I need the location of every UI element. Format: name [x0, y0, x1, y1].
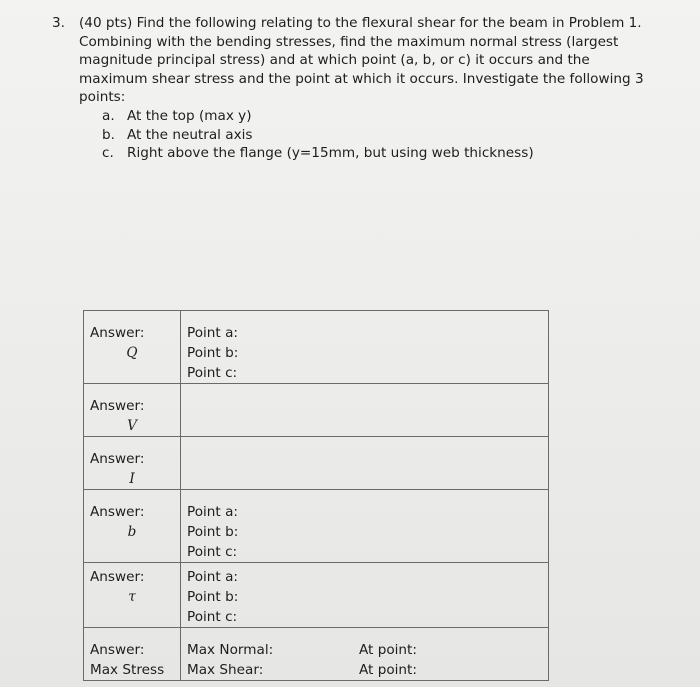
answer-label: Answer: [90, 504, 145, 520]
answer-symbol: Q [126, 345, 138, 361]
answer-table [83, 310, 549, 681]
point-label: Point c: [187, 544, 238, 560]
answer-symbol: τ [128, 589, 136, 605]
question-number: 3. [52, 15, 65, 31]
answer-label-cell [84, 490, 181, 563]
sub-item-label: c. [102, 145, 114, 162]
sub-item-a [102, 107, 662, 126]
answer-label-cell [84, 563, 181, 628]
answer-label-cell [84, 384, 181, 437]
answer-input-cell[interactable] [181, 563, 549, 628]
answer-input-cell[interactable] [181, 628, 549, 681]
at-point-label: At point: [359, 662, 417, 678]
answer-row-max-stress [84, 628, 549, 681]
sub-item-label: b. [102, 126, 115, 143]
max-shear-label: Max Shear: [187, 662, 264, 678]
answer-label-cell [84, 628, 181, 681]
answer-input-cell[interactable] [181, 437, 549, 490]
point-label: Point b: [187, 345, 239, 361]
at-point-label: At point: [359, 642, 417, 658]
answer-label-cell [84, 437, 181, 490]
point-label: Point a: [187, 569, 238, 585]
sub-item-text: Right above the flange (y=15mm, but using web thickness) [127, 145, 534, 162]
answer-label: Answer: [90, 398, 145, 414]
point-label: Point c: [187, 609, 238, 625]
answer-row-b [84, 490, 549, 563]
answer-input-cell[interactable] [181, 490, 549, 563]
answer-symbol: b [127, 524, 137, 540]
answer-input-cell[interactable] [181, 311, 549, 384]
answer-label: Answer: [90, 325, 145, 341]
sub-item-text: At the top (max y) [127, 107, 252, 124]
point-label: Point b: [187, 524, 239, 540]
question-text: (40 pts) Find the following relating to the flexural shear for the beam in Problem 1. Combining with the bending stresses, find the maximum normal stress (largest magnitude principal stress) and at which point (a, b, or c) it occurs and the maximum shear stress and the point at which it occurs. Investigate the following 3 points: [79, 15, 644, 106]
point-label: Point c: [187, 365, 238, 381]
answer-row-q [84, 311, 549, 384]
sub-item-b [102, 126, 662, 145]
sub-item-c [102, 144, 662, 163]
answer-row-tau [84, 563, 549, 628]
answer-symbol: Max Stress [90, 662, 165, 678]
answer-row-v [84, 384, 549, 437]
question-block [52, 14, 662, 163]
answer-label: Answer: [90, 569, 145, 585]
answer-label-cell [84, 311, 181, 384]
answer-input-cell[interactable] [181, 384, 549, 437]
point-label: Point a: [187, 504, 238, 520]
answer-label: Answer: [90, 642, 145, 658]
answer-symbol: I [129, 471, 135, 487]
answer-symbol: V [127, 418, 137, 434]
sub-item-label: a. [102, 107, 115, 124]
sub-item-text: At the neutral axis [127, 126, 253, 143]
max-normal-label: Max Normal: [187, 642, 274, 658]
answer-label: Answer: [90, 451, 145, 467]
sub-items [102, 107, 662, 163]
point-label: Point a: [187, 325, 238, 341]
answer-row-i [84, 437, 549, 490]
point-label: Point b: [187, 589, 239, 605]
